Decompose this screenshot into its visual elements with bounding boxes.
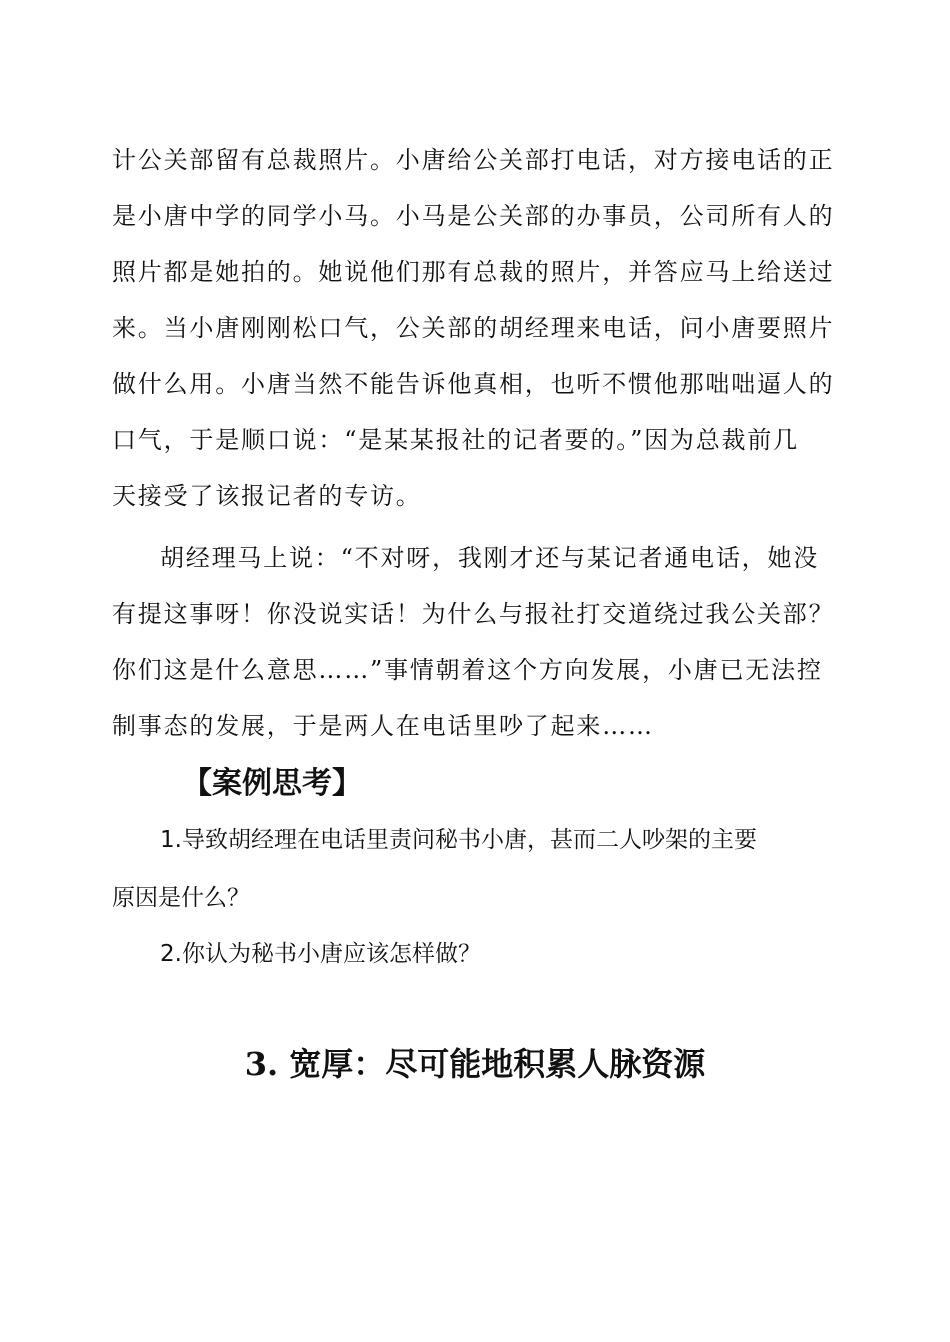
case-question-2 xyxy=(112,925,852,983)
text-line: 胡经理马上说：“不对呀，我刚才还与某记者通电话，她没 xyxy=(160,544,820,572)
question-line: 2.你认为秘书小唐应该怎样做？ xyxy=(160,941,481,967)
text-line: 做什么用。小唐当然不能告诉他真相，也听不惯他那咄咄逼人的 xyxy=(112,370,835,398)
text-line: 有提这事呀！你没说实话！为什么与报社打交道绕过我公关部？ xyxy=(112,600,835,628)
text-line: 口气，于是顺口说：“是某某报社的记者要的。”因为总裁前几 xyxy=(112,426,799,454)
question-line: 1.导致胡经理在电话里责问秘书小唐，甚而二人吵架的主要 xyxy=(160,827,757,853)
section-title: 3. 宽厚：尽可能地积累人脉资源 xyxy=(244,1045,706,1083)
text-line: 来。当小唐刚刚松口气，公关部的胡经理来电话，问小唐要照片 xyxy=(112,314,835,342)
text-line: 天接受了该报记者的专访。 xyxy=(112,482,422,510)
text-line: 照片都是她拍的。她说他们那有总裁的照片，并答应马上给送过 xyxy=(112,258,835,286)
story-paragraph-1 xyxy=(112,132,835,524)
question-line: 原因是什么？ xyxy=(112,885,250,911)
text-line: 计公关部留有总裁照片。小唐给公关部打电话，对方接电话的正 xyxy=(112,146,835,174)
story-paragraph-2 xyxy=(112,530,835,754)
text-line: 你们这是什么意思……”事情朝着这个方向发展，小唐已无法控 xyxy=(112,656,823,684)
case-study-heading: 【案例思考】 xyxy=(182,766,362,801)
case-question-1 xyxy=(112,811,852,927)
text-line: 制事态的发展，于是两人在电话里吵了起来…… xyxy=(112,712,654,740)
text-line: 是小唐中学的同学小马。小马是公关部的办事员，公司所有人的 xyxy=(112,202,835,230)
